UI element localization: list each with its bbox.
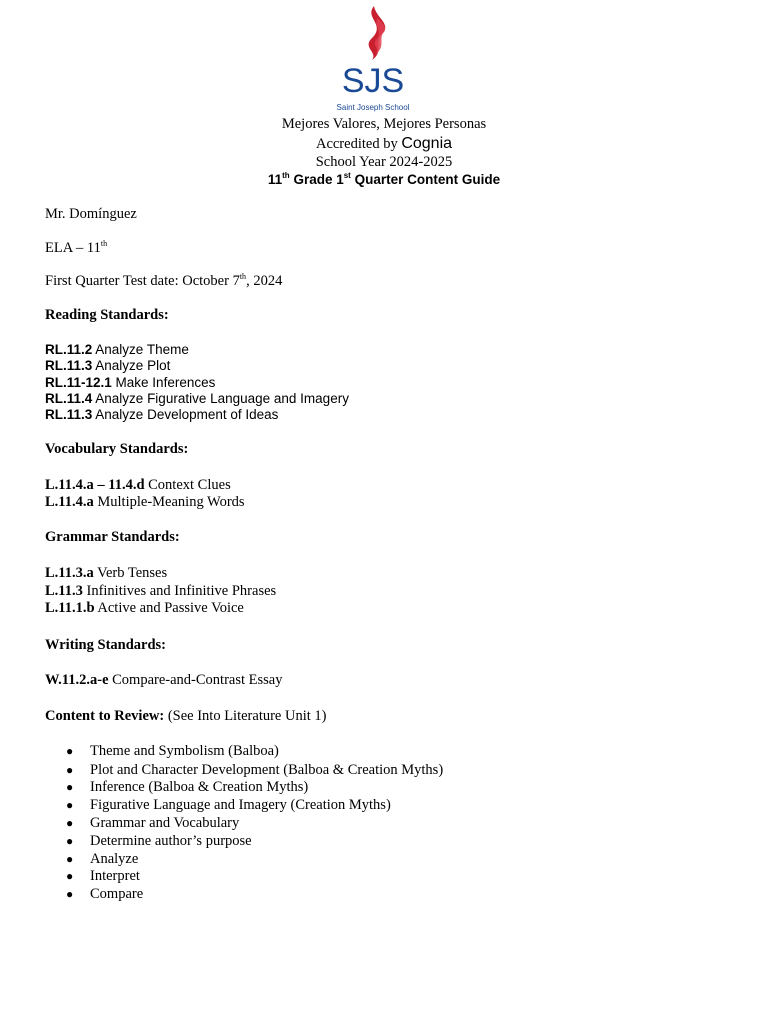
vocabulary-standard: L.11.4.a – 11.4.d Context Clues	[45, 477, 231, 493]
list-item: ● Grammar and Vocabulary	[66, 815, 240, 831]
accreditor-name: Cognia	[401, 135, 453, 152]
test-date: First Quarter Test date: October 7th, 2024	[45, 272, 283, 289]
grammar-standard: L.11.1.b Active and Passive Voice	[45, 600, 244, 616]
list-item: ● Interpret	[66, 868, 140, 884]
accredited-prefix: Accredited by	[315, 136, 402, 152]
bullet-icon: ●	[66, 816, 74, 830]
reading-standard: RL.11-12.1 Make Inferences	[45, 375, 216, 390]
grammar-heading: Grammar Standards:	[45, 529, 180, 545]
writing-heading: Writing Standards:	[45, 637, 166, 653]
grammar-standard: L.11.3 Infinitives and Infinitive Phrases	[45, 583, 277, 599]
motto: Mejores Valores, Mejores Personas	[281, 116, 487, 132]
vocabulary-heading: Vocabulary Standards:	[45, 441, 189, 457]
logo-school-name: Saint Joseph School	[336, 103, 410, 112]
teacher-name: Mr. Domínguez	[45, 206, 137, 222]
vocabulary-standard: L.11.4.a Multiple-Meaning Words	[45, 494, 245, 510]
bullet-icon: ●	[66, 887, 74, 901]
logo-letters: SJS	[341, 62, 405, 100]
list-item: ● Theme and Symbolism (Balboa)	[66, 743, 279, 759]
grammar-standard: L.11.3.a Verb Tenses	[45, 565, 168, 581]
list-item: ● Determine author’s purpose	[66, 833, 252, 849]
list-item: ● Figurative Language and Imagery (Creation Myths)	[66, 797, 391, 813]
list-item: ● Analyze	[66, 851, 139, 867]
reading-heading: Reading Standards:	[45, 307, 169, 323]
reading-standard: RL.11.2 Analyze Theme	[45, 342, 189, 357]
bullet-icon: ●	[66, 763, 74, 777]
accreditation	[0, 135, 768, 153]
bullet-icon: ●	[66, 869, 74, 883]
writing-standard: W.11.2.a-e Compare-and-Contrast Essay	[45, 672, 283, 688]
flame-logo-icon	[334, 4, 412, 114]
list-item: ● Inference (Balboa & Creation Myths)	[66, 779, 309, 795]
bullet-icon: ●	[66, 744, 74, 758]
reading-standard: RL.11.3 Analyze Development of Ideas	[45, 407, 279, 422]
guide-title: 11th Grade 1st Quarter Content Guide	[267, 171, 501, 187]
reading-standard: RL.11.3 Analyze Plot	[45, 358, 171, 373]
bullet-icon: ●	[66, 834, 74, 848]
bullet-icon: ●	[66, 798, 74, 812]
review-heading: Content to Review: (See Into Literature Unit 1)	[45, 708, 327, 724]
bullet-icon: ●	[66, 852, 74, 866]
list-item: ● Compare	[66, 886, 144, 902]
bullet-icon: ●	[66, 780, 74, 794]
course-name: ELA – 11th	[45, 239, 108, 256]
school-logo	[334, 4, 412, 114]
school-year: School Year 2024-2025	[315, 154, 453, 170]
reading-standard: RL.11.4 Analyze Figurative Language and Imagery	[45, 391, 349, 406]
list-item: ● Plot and Character Development (Balboa & Creation Myths)	[66, 762, 444, 778]
